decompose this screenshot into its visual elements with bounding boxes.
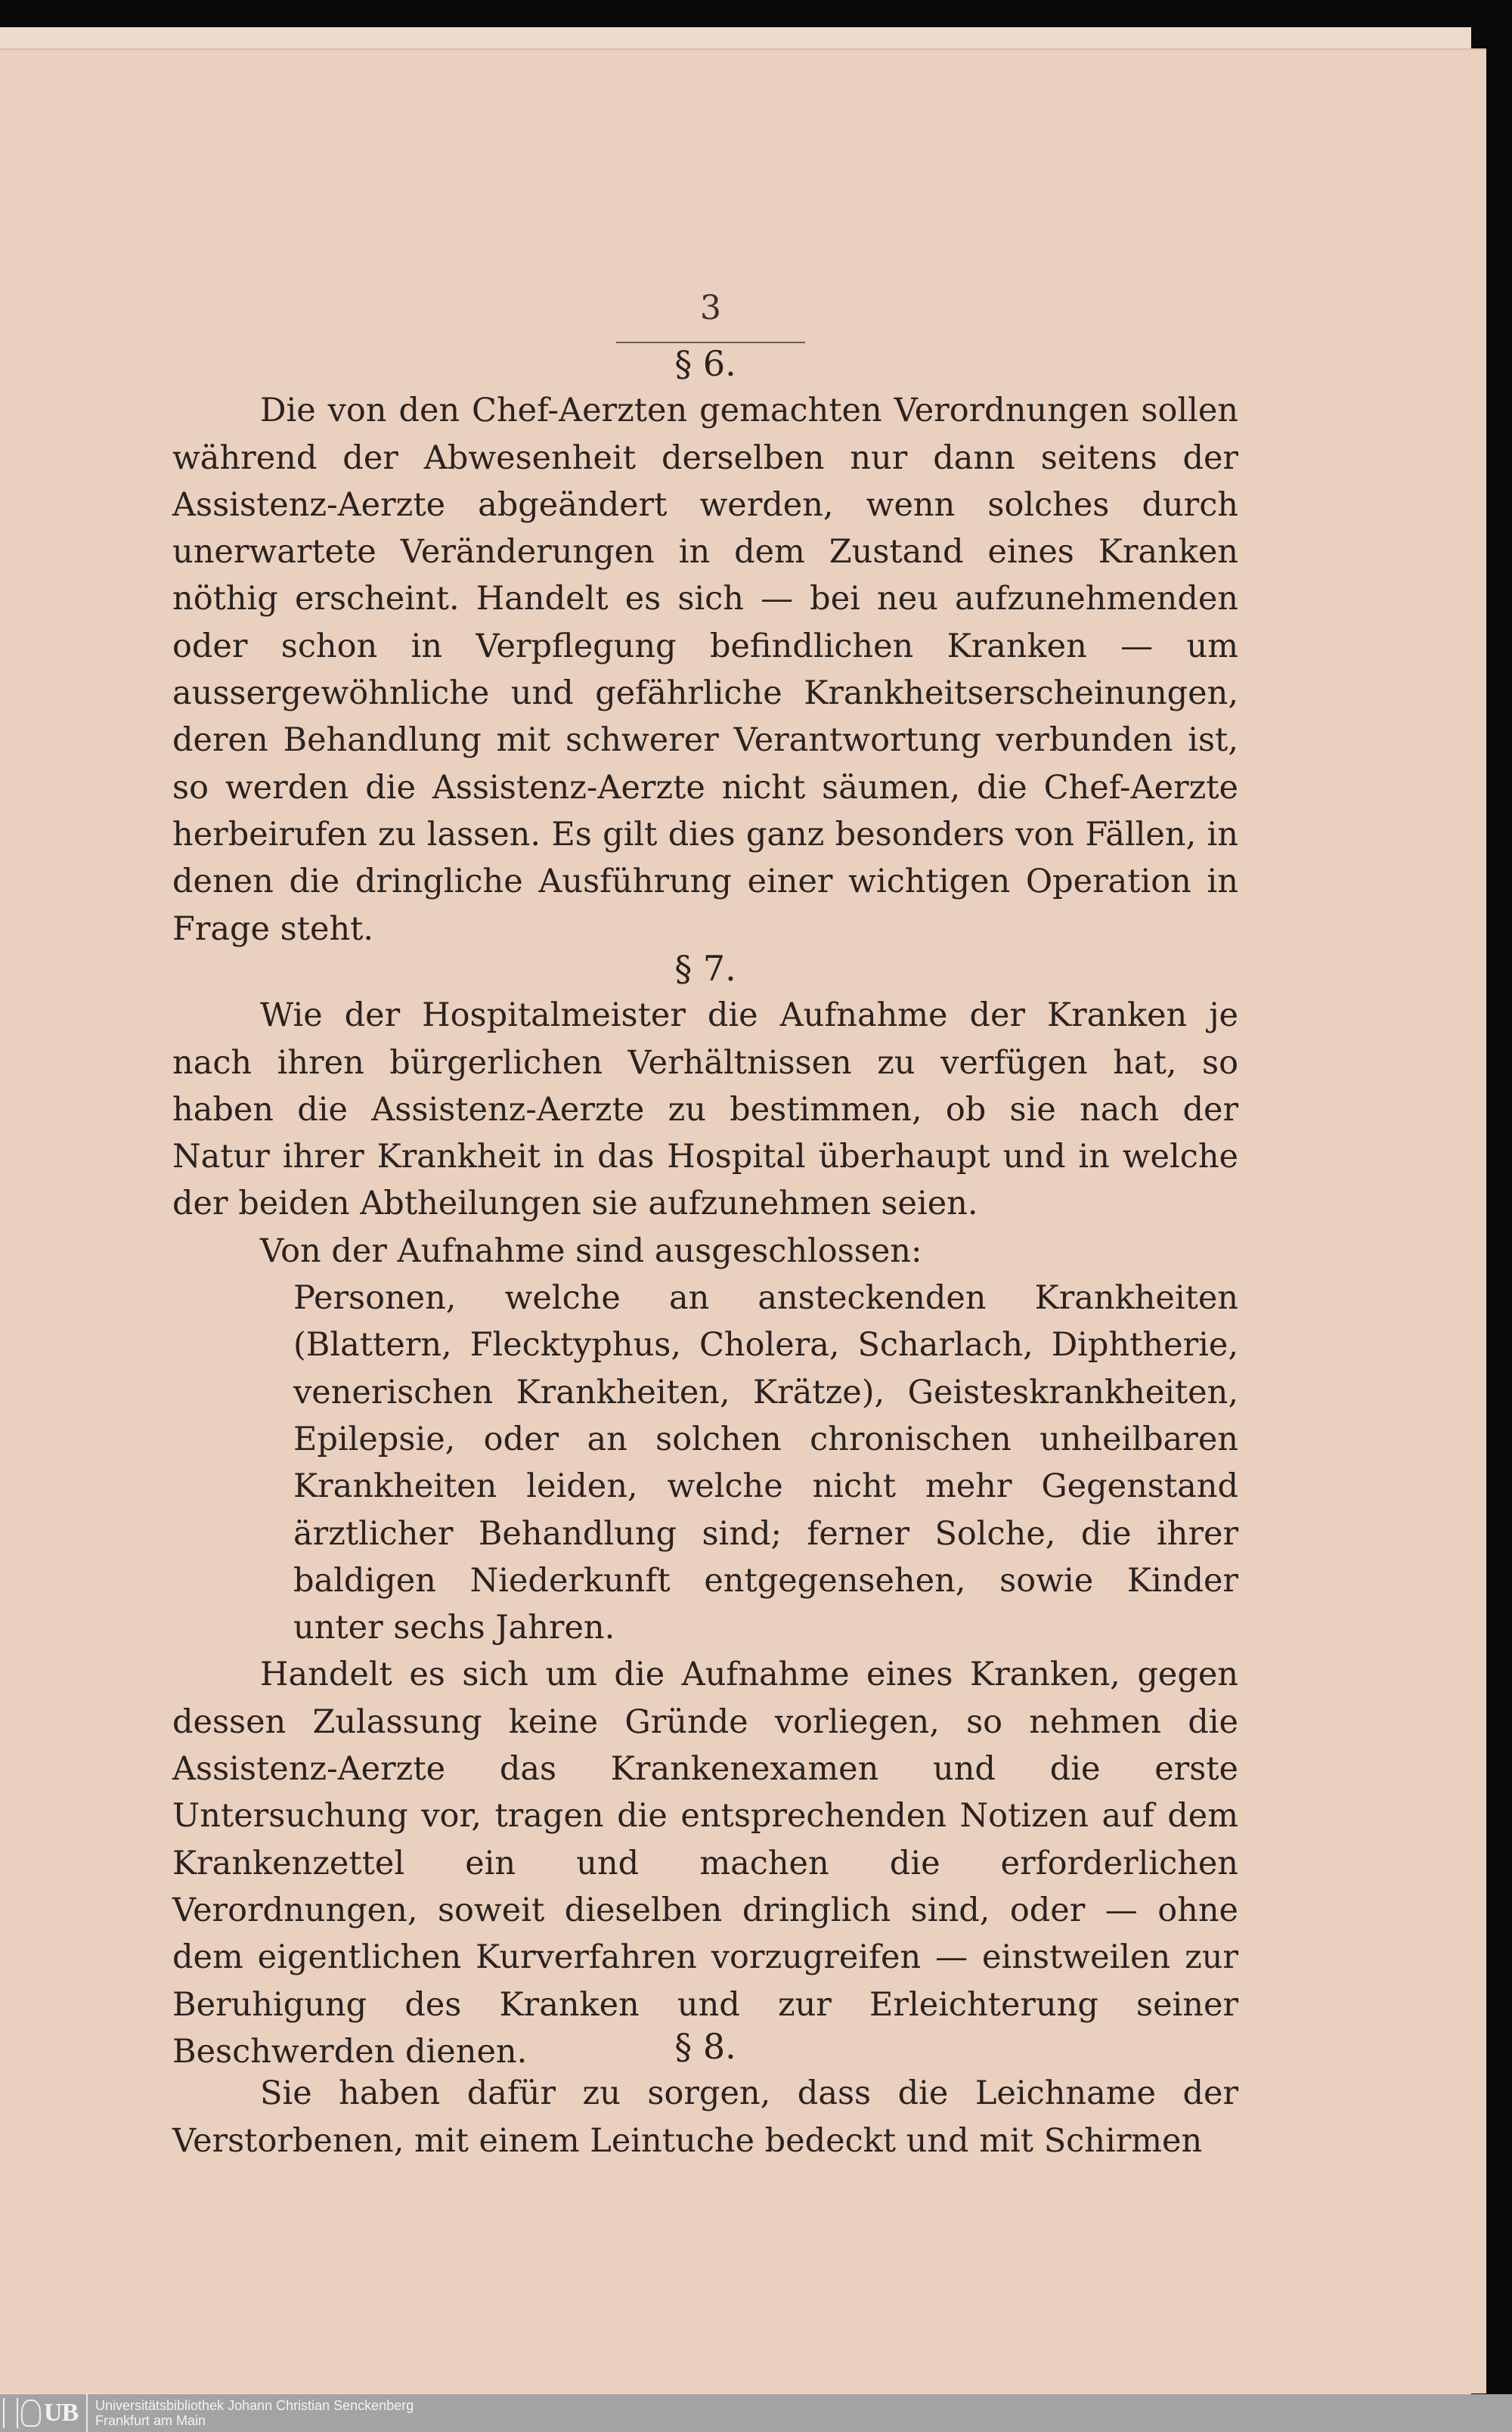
institution-line-2: Frankfurt am Main xyxy=(95,2413,206,2428)
section-7 xyxy=(172,945,1238,2075)
section-6 xyxy=(172,340,1238,953)
exclusion-list: Personen, welche an ansteckenden Krankheiten (Blattern, Flecktyphus, Cholera, Scharlach, Diphtherie, venerischen Krankheiten, Krätze), Geisteskrankheiten, Epilepsie, oder an solchen chronischen unheilbaren Krankheiten leiden, welche nicht mehr Gegenstand ärztlicher Behandlung sind; ferner Solche, die ihrer baldigen Niederkunft entgegensehen, sowie Kinder unter sechs Jahren. xyxy=(293,1279,1238,1647)
document-page xyxy=(0,48,1486,2393)
columns-icon xyxy=(3,2398,18,2428)
library-footer-bar xyxy=(0,2394,1512,2432)
section-8 xyxy=(172,2023,1238,2164)
logo-text: UB xyxy=(44,2399,79,2427)
paragraph: Handelt es sich um die Aufnahme eines Kranken, gegen dessen Zulassung keine Gründe vorliegen, so nehmen die Assistenz-Aerzte das Krankenexamen und die erste Untersuchung vor, tragen die entsprechenden Notizen auf dem Krankenzettel ein und machen die erforderlichen Verordnungen, soweit dieselben dringlich sind, oder — ohne dem eigentlichen Kurverfahren vorzugreifen — einstweilen zur Beruhigung des Kranken und zur Erleichterung seiner Beschwerden dienen. xyxy=(172,1656,1238,2071)
section-heading: § 6. xyxy=(674,343,736,384)
portrait-icon xyxy=(21,2399,41,2427)
institution-line-1: Universitätsbibliothek Johann Christian Senckenberg xyxy=(95,2398,414,2413)
section-heading: § 7. xyxy=(674,948,736,989)
paragraph: Wie der Hospitalmeister die Aufnahme der Kranken je nach ihren bürgerlichen Verhältnissen zu verfügen hat, so haben die Assistenz-Aerzte zu bestimmen, ob sie nach der Natur ihrer Krankheit in das Hospital überhaupt und in welche der beiden Abtheilungen sie aufzunehmen seien. xyxy=(172,996,1238,1223)
exclusion-intro: Von der Aufnahme sind ausgeschlossen: xyxy=(260,1231,922,1270)
library-logo xyxy=(0,2394,88,2432)
paragraph: Die von den Chef-Aerzten gemachten Verordnungen sollen während der Abwesenheit derselben nur dann seitens der Assistenz-Aerzte abgeändert werden, wenn solches durch unerwartete Veränderungen in dem Zustand eines Kranken nöthig erscheint. Handelt es sich — bei neu aufzunehmenden oder schon in Verpflegung befindlichen Kranken — um aussergewöhnliche und gefährliche Krankheitserscheinungen, deren Behandlung mit schwerer Verantwortung verbunden ist, so werden die Assistenz-Aerzte nicht säumen, die Chef-Aerzte herbeirufen zu lassen. Es gilt dies ganz besonders von Fällen, in denen die dringliche Ausführung einer wichtigen Operation in Frage steht. xyxy=(172,392,1238,948)
section-heading: § 8. xyxy=(674,2026,736,2067)
page-number: 3 xyxy=(700,289,721,327)
paragraph: Sie haben dafür zu sorgen, dass die Leichname der Verstorbenen, mit einem Leintuche bedeckt und mit Schirmen xyxy=(172,2074,1238,2160)
institution-name xyxy=(95,2398,414,2428)
